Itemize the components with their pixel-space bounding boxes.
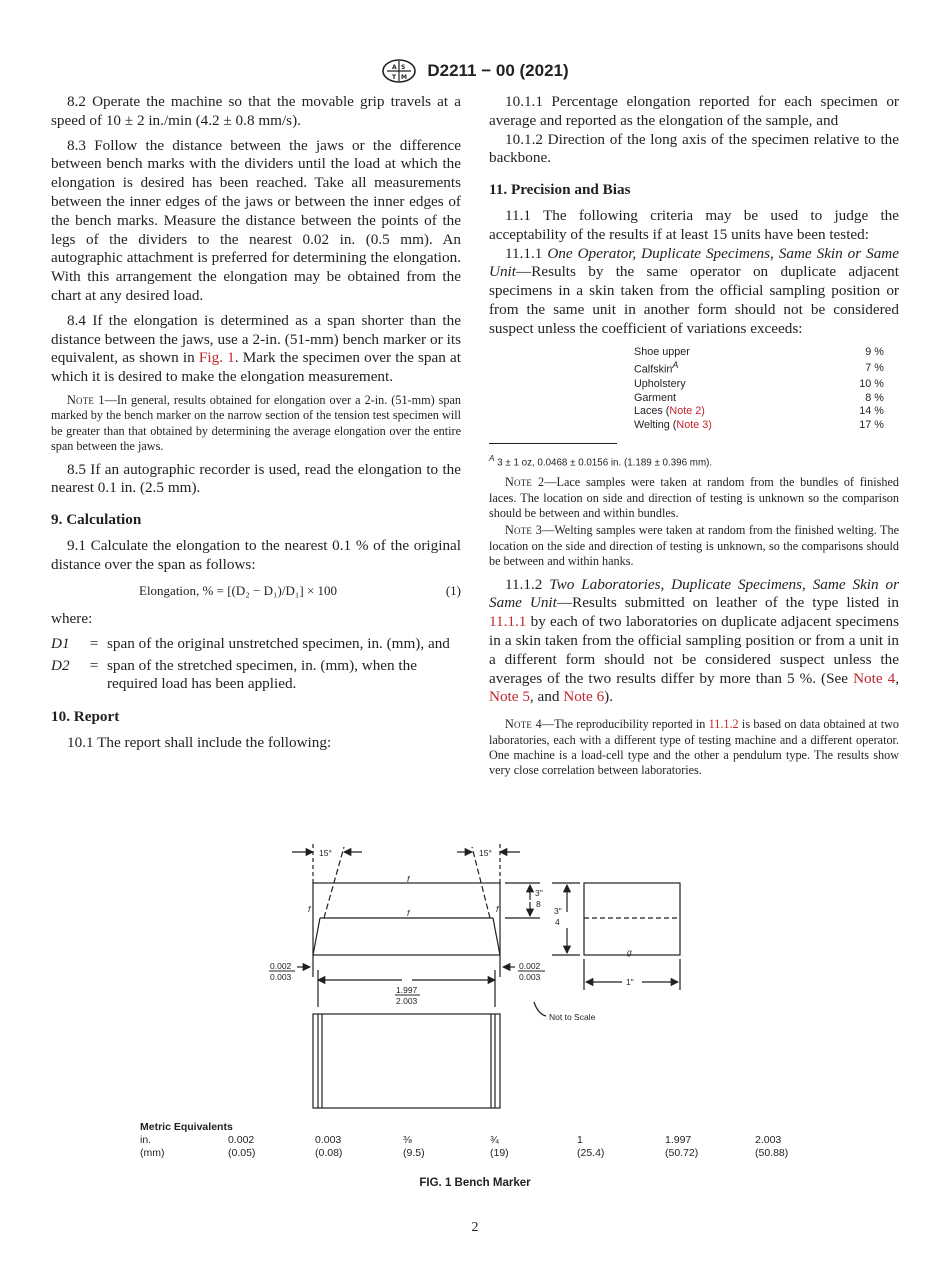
- coefficient-value: 7 %: [865, 361, 884, 374]
- note-5-link[interactable]: Note 5: [489, 688, 530, 706]
- material-label: Calfskin$^A$: [634, 360, 679, 376]
- document-code: D2211 − 00 (2021): [427, 61, 569, 80]
- symbol-d2: D2: [51, 657, 70, 675]
- coefficient-table: [634, 346, 884, 433]
- coefficient-value: 17 %: [859, 419, 884, 432]
- definition-d2: span of the stretched specimen, in. (mm), when the required load has been applied.: [107, 657, 417, 693]
- metric-cell: 1: [577, 1134, 583, 1146]
- note-4-link[interactable]: Note 4: [853, 669, 896, 687]
- svg-text:T: T: [392, 74, 397, 81]
- figure-caption: FIG. 1 Bench Marker: [419, 1177, 531, 1189]
- material-label: Garment: [634, 391, 677, 404]
- paragraph-11-1-1: 11.1.1 One Operator, Duplicate Specimens, Same Skin or Same Unit—Results by the same operator on duplicate adjacent specimens in a skin taken from the official sampling position or from the same unit in another form should not be considered suspect unless the coefficient of variations exceeds:: [489, 244, 900, 337]
- tolerance-left-lower: 0.003: [270, 972, 292, 982]
- note-3: Note 3—Welting samples were taken at random from the finished welting. The location on the side and direction of testing is unknown, so the comparisons should be between and within hanks.: [489, 523, 899, 569]
- material-label: Upholstery: [634, 377, 686, 390]
- paragraph-10-1: 10.1 The report shall include the following:: [67, 733, 332, 751]
- tolerance-right-upper: 0.002: [519, 961, 541, 971]
- footnote-rule: [489, 443, 617, 444]
- link-11-1-1[interactable]: 11.1.1: [489, 613, 527, 631]
- angle-label-right: 15°: [479, 848, 492, 858]
- width-one-inch: 1": [626, 977, 634, 987]
- height-three-quarters: 3": [554, 906, 562, 916]
- tolerance-left-upper: 0.002: [270, 961, 292, 971]
- svg-text:f: f: [407, 908, 410, 918]
- metric-cell: (50.88): [755, 1147, 789, 1159]
- metric-cell: (mm): [140, 1147, 165, 1159]
- svg-text:4: 4: [555, 917, 560, 927]
- coefficient-value: 9 %: [865, 345, 884, 358]
- not-to-scale-label: Not to Scale: [549, 1012, 596, 1022]
- definitions-list: [51, 633, 461, 695]
- metric-cell: (50.72): [665, 1147, 699, 1159]
- paragraph-11-1-2: 11.1.2 Two Laboratories, Duplicate Specimens, Same Skin or Same Unit—Results submitted on leather of the type listed in 11.1.1 by each of two laboratories on duplicate adjacent specimens in a skin taken from the official sampling position or from a unit in a different form should not be considered suspect unless the averages of the two results differ by more than 5 %. (See Note 4, Note 5, and Note 6).: [489, 575, 899, 706]
- equation-number: (1): [445, 582, 461, 598]
- fig1-link[interactable]: Fig. 1: [198, 349, 235, 367]
- metric-cell: in.: [140, 1134, 152, 1146]
- page-header: [0, 58, 950, 84]
- metric-title: Metric Equivalents: [140, 1121, 233, 1133]
- tolerance-right-lower: 0.003: [519, 972, 541, 982]
- table-row: [634, 359, 884, 377]
- svg-text:M: M: [401, 74, 408, 81]
- metric-cell: (9.5): [403, 1147, 425, 1159]
- coefficient-value: 14 %: [859, 405, 884, 418]
- paragraph-8-2: 8.2 Operate the machine so that the movable grip travels at a speed of 10 ± 2 in./min (4.2 ± 0.8 mm/s).: [51, 93, 461, 129]
- paragraph-8-5: 8.5 If an autographic recorder is used, read the elongation to the nearest 0.1 in. (2.5 mm).: [51, 460, 461, 497]
- coefficient-value: 10 %: [859, 377, 884, 390]
- definition-d1: span of the original unstretched specimen, in. (mm), and: [107, 635, 450, 653]
- paragraph-8-4: 8.4 If the elongation is determined as a span shorter than the distance between the jaws, use a 2-in. (51-mm) bench marker or its equivalent, as shown in Fig. 1. Mark the specimen over the span at which it is desired to make the elongation measurement.: [51, 311, 461, 386]
- metric-equivalents: [140, 1121, 815, 1160]
- svg-text:f: f: [308, 904, 311, 914]
- metric-cell: ⅜: [403, 1134, 412, 1146]
- metric-cell: 0.002: [228, 1134, 255, 1146]
- note-1: Note 1—In general, results obtained for elongation over a 2-in. (51-mm) span marked by the bench marker on the narrow section of the tension test specimen will be greater than that obtained by determining the average elongation over the entire span between the jaws.: [51, 392, 461, 454]
- svg-text:f: f: [407, 874, 410, 884]
- definition-row: D1 = span of the original unstretched specimen, in. (mm), and: [51, 633, 461, 655]
- metric-cell: (25.4): [577, 1147, 605, 1159]
- table-row: [634, 405, 884, 419]
- end-view-outline: [584, 883, 680, 955]
- material-label: Welting (Note 3): [634, 419, 712, 432]
- metric-row-mm: [140, 1147, 815, 1160]
- page-number: 2: [471, 1220, 479, 1235]
- equation-1: [51, 582, 461, 601]
- table-row: [634, 378, 884, 392]
- metric-cell: 1.997: [665, 1134, 692, 1146]
- angle-label-left: 15°: [319, 848, 332, 858]
- equation-text: Elongation, % = [(D₂ − D₁)/D₁] × 100: [139, 582, 338, 598]
- table-row: [634, 346, 884, 360]
- metric-cell: (0.08): [315, 1147, 343, 1159]
- coefficient-value: 8 %: [865, 391, 884, 404]
- astm-logo-icon: [381, 58, 417, 84]
- left-column: [51, 93, 461, 753]
- symbol-d1: D1: [51, 635, 70, 653]
- metric-cell: (0.05): [228, 1147, 256, 1159]
- side-view-outline: [313, 883, 500, 955]
- paragraph-11-1: 11.1 The following criteria may be used to judge the acceptability of the results if at least 15 units have been tested:: [489, 206, 899, 243]
- link-11-1-2[interactable]: 11.1.2: [708, 717, 739, 732]
- section-9-heading: 9. Calculation: [51, 511, 142, 529]
- note-4: Note 4—The reproducibility reported in 11.1.2 is based on data obtained at two laboratories, each with a different type of testing machine and a different operator. One machine is a load-cell type and the other a pendulum type. The results show very close correlation between laboratories.: [489, 717, 899, 778]
- material-label: Laces (Note 2): [634, 405, 705, 418]
- svg-text:g: g: [627, 947, 632, 957]
- note-2: Note 2—Lace samples were taken at random from the bundles of finished laces. The location on side and direction of testing is unknown so the comparison should be between and within bundles.: [489, 475, 899, 521]
- span-lower: 2.003: [396, 996, 418, 1006]
- footnote-a: $^A$ 3 ± 1 oz, 0.0468 ± 0.0156 in. (1.189 ± 0.396 mm).: [489, 453, 713, 469]
- svg-text:8: 8: [536, 899, 541, 909]
- right-column: [489, 93, 899, 779]
- section-11-heading: 11. Precision and Bias: [489, 181, 631, 199]
- height-three-eighths: 3": [535, 888, 543, 898]
- top-view-outline: [313, 1014, 500, 1108]
- note-link[interactable]: Note 3: [676, 419, 709, 432]
- svg-text:S: S: [401, 64, 406, 71]
- bench-marker-drawing: [262, 832, 692, 1112]
- svg-text:A: A: [392, 64, 397, 71]
- where-label: where:: [51, 610, 93, 628]
- metric-cell: 0.003: [315, 1134, 342, 1146]
- paragraph-9-1: 9.1 Calculate the elongation to the nearest 0.1 % of the original distance over the span as follows:: [51, 536, 461, 573]
- table-row: [634, 419, 884, 433]
- metric-cell: 2.003: [755, 1134, 782, 1146]
- svg-text:f: f: [496, 904, 499, 914]
- note-link[interactable]: Note 2: [669, 405, 702, 418]
- note-6-link[interactable]: Note 6: [563, 688, 605, 706]
- section-10-heading: 10. Report: [51, 708, 120, 726]
- material-label: Shoe upper: [634, 345, 690, 358]
- paragraph-8-3: 8.3 Follow the distance between the jaws or the difference between bench marks with the dividers until the load at which the elongation is desired has been reached. Take all measurements between the inner edges of the jaws or between the inner edges of the bench marks. Measure the distance between the points of the legs of the dividers to the nearest 0.02 in. (0.5 mm). An autographic attachment is preferred for determining the elongation. With this arrangement the elongation may be obtained from the chart at any desired load.: [51, 136, 461, 304]
- paragraph-10-1-1: 10.1.1 Percentage elongation reported for each specimen or average and reported as the elongation of the sample, and: [489, 93, 899, 129]
- metric-row-inches: [140, 1134, 815, 1147]
- span-upper: 1.997: [396, 985, 418, 995]
- metric-cell: ¾: [490, 1134, 499, 1146]
- definition-row: D2 = span of the stretched specimen, in. (mm), when the required load has been applied.: [51, 655, 461, 695]
- table-row: [634, 392, 884, 406]
- metric-cell: (19): [490, 1147, 509, 1159]
- paragraph-10-1-2: 10.1.2 Direction of the long axis of the specimen relative to the backbone.: [489, 130, 899, 167]
